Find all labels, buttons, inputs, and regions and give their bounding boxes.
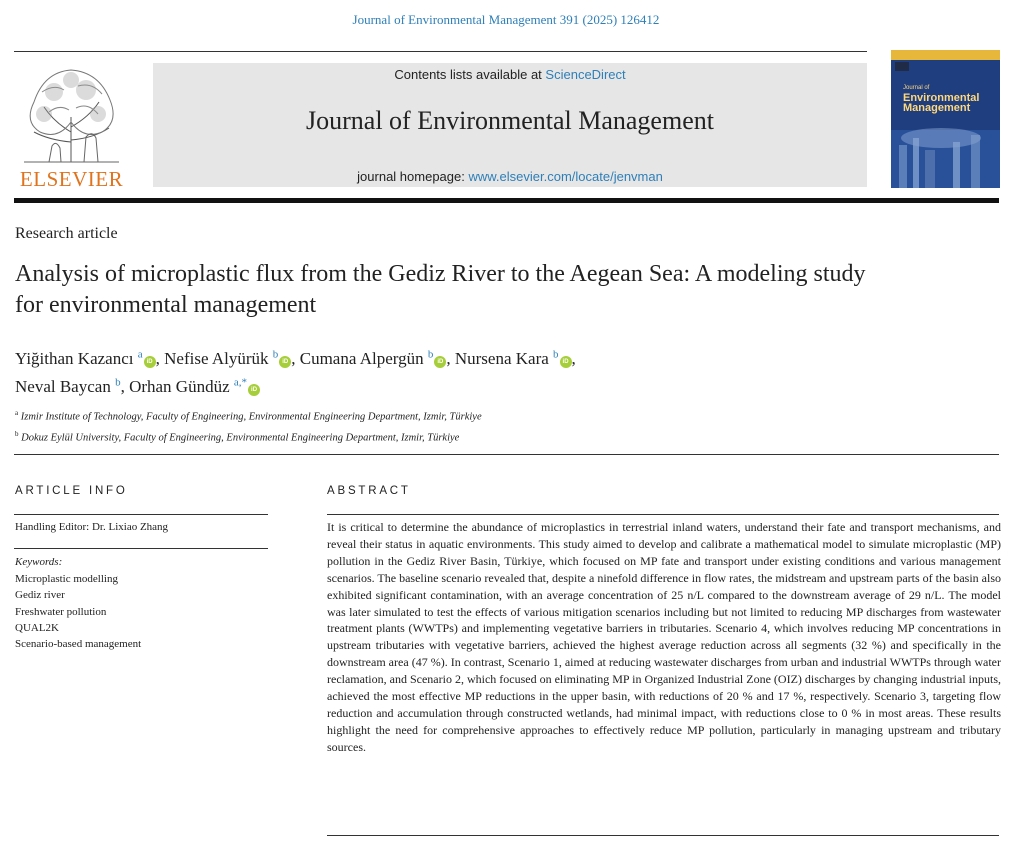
author-affiliation-link[interactable]: b [553, 348, 559, 360]
journal-cover[interactable] [891, 50, 1000, 188]
article-info-heading: ARTICLE INFO [15, 485, 128, 497]
elsevier-logo[interactable] [14, 62, 129, 191]
handling-editor: Handling Editor: Dr. Lixiao Zhang [15, 521, 169, 533]
homepage-prefix: journal homepage: [357, 169, 465, 184]
affiliation-item: $^a$ Izmir Institute of Technology, Faculty of Engineering, Environmental Engineering Department, Izmir, Türkiye [15, 409, 482, 423]
orcid-icon[interactable]: iD [279, 356, 291, 368]
abstract-bottom-rule [327, 835, 999, 836]
orcid-icon[interactable]: iD [144, 356, 156, 368]
orcid-icon[interactable]: iD [248, 384, 260, 396]
publisher-name: ELSEVIER [19, 167, 124, 191]
abstract-heading: ABSTRACT [327, 485, 411, 497]
author[interactable]: Neval Baycan $^b$, [15, 376, 125, 397]
keyword[interactable]: Gediz river [15, 589, 65, 602]
author[interactable]: Orhan Gündüz $^{a,*}$iD [129, 377, 260, 396]
article-info-rule [14, 514, 268, 515]
author-affiliation-link[interactable]: b [115, 376, 121, 389]
contents-prefix: Contents lists available at [394, 67, 542, 82]
header-rule [14, 51, 867, 52]
author[interactable]: Nefise Alyürük $^b$iD , [164, 348, 296, 368]
cover-line-2: Environmental Management [903, 92, 980, 114]
keywords-list [15, 571, 141, 652]
author-affiliation-link[interactable]: b [272, 348, 279, 360]
article-title: Analysis of microplastic flux from the Gediz River to the Aegean Sea: A modeling study for environmental management [15, 261, 866, 318]
editor-rule [14, 548, 268, 549]
article-type: Research article [15, 225, 118, 242]
author-affiliation-link[interactable]: b [427, 348, 434, 360]
masthead-thick-rule [14, 198, 999, 203]
keyword[interactable]: Scenario-based management [15, 638, 142, 651]
affiliations [15, 405, 915, 446]
abstract-text: It is critical to determine the abundance of microplastics in terrestrial inland waters, understand their fate and transport mechanisms, and reveal their status in aquatic environments. This study aimed to develop and calibrate a mathematical model to simulate microplastic (MP) pollution in the Gediz River Basin, Türkiye, which focused on MP fate and transport under existing conditions and various management scenarios. The baseline scenario revealed that, despite a ninefold difference in flow rates, the midstream and upstream parts of the basin also exhibited significant contamination, with an average concentration of 25 n/L compared to the downstream average of 29 n/L. The model was later simulated to test the effects of various mitigation scenarios including but not limited to reducing MP discharges from wastewater treatment plants (WWTPs) and implementing vegetative barriers in tributaries. Scenario 4, which involves reducing MP concentrations in upstream tributaries with vegetative barriers, achieved the highest average reduction across all segments (32 %) and specifically in the downstream area (47 %). In contrast, Scenario 1, aimed at reducing wastewater discharges from urban and industrial WWTPs through water reclamation, and Scenario 2, which focused on eliminating MP in Organized Industrial Zone (OIZ) discharges by changing industrial inputs, achieved the most effective MP reductions in the upper basin, with reductions of 20 % and 17 %, respectively. Scenario 3, targeting flow reduction and accumulation through constructed wetlands, had minimal impact, with reductions close to 0 % in most areas. These results highlight the need for comprehensive approaches to effectively reduce MP pollution, particularly in managing upstream and tributary sources. [327, 520, 1001, 754]
contents-line [153, 67, 867, 82]
author-affiliation-link[interactable]: a,* [233, 376, 248, 389]
cover-line-1: Journal of [903, 85, 930, 91]
affiliation-item: $^b$ Dokuz Eylül University, Faculty of Engineering, Environmental Engineering Department, Izmir, Türkiye [15, 429, 460, 443]
keyword[interactable]: Microplastic modelling [15, 573, 118, 585]
journal-title: Journal of Environmental Management [306, 106, 714, 135]
homepage-line [153, 169, 867, 184]
orcid-icon[interactable]: iD [560, 356, 572, 368]
journal-citation[interactable]: Journal of Environmental Management 391 (2025) 126412 [352, 12, 660, 27]
author[interactable]: Yiğithan Kazancı $^a$iD , [15, 348, 160, 368]
author[interactable]: Nursena Kara $^b$iD , [454, 348, 576, 368]
author-affiliation-link[interactable]: a [137, 348, 143, 360]
affiliation-divider [14, 454, 999, 455]
journal-homepage-link[interactable]: www.elsevier.com/locate/jenvman [468, 169, 663, 184]
author[interactable]: Cumana Alpergün $^b$iD , [299, 348, 451, 368]
abstract-rule [327, 514, 999, 515]
keyword[interactable]: QUAL2K [15, 621, 59, 634]
journal-masthead [153, 63, 867, 187]
orcid-icon[interactable]: iD [434, 356, 446, 368]
cover-image [891, 50, 1000, 188]
elsevier-tree-icon [14, 62, 129, 166]
author-list [15, 342, 915, 399]
keyword[interactable]: Freshwater pollution [15, 605, 107, 618]
keywords-label: Keywords: [15, 556, 63, 568]
sciencedirect-link[interactable]: ScienceDirect [545, 67, 626, 82]
